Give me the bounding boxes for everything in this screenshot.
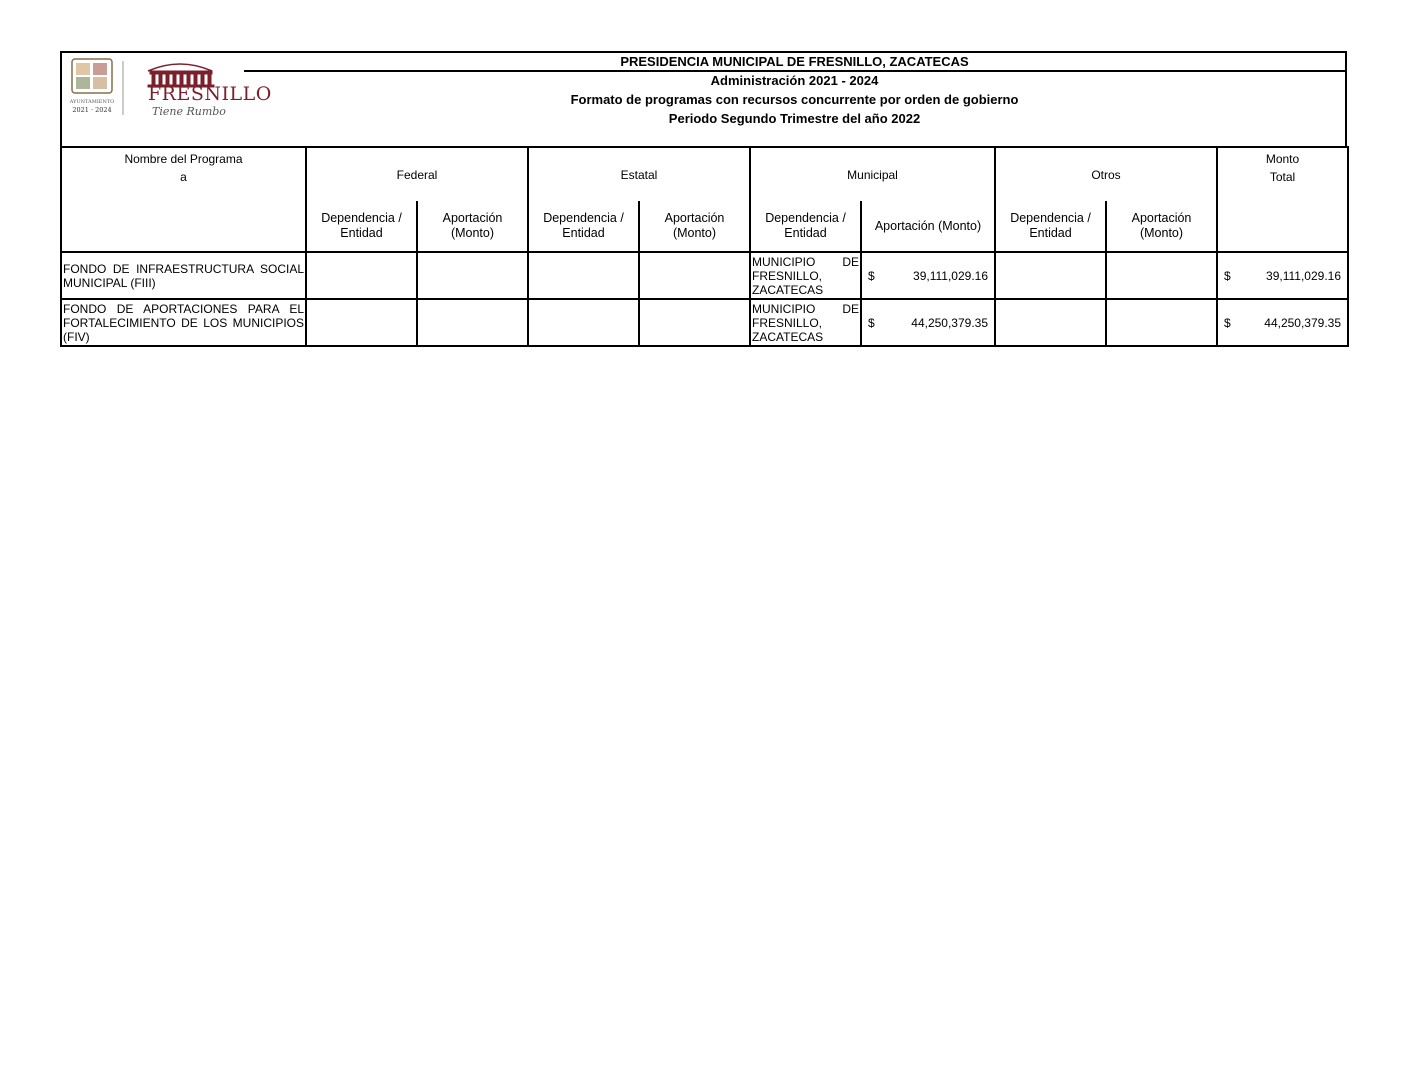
header-monto-line1: Monto xyxy=(1265,152,1300,166)
header-monto-total xyxy=(1217,147,1348,252)
table-row xyxy=(61,252,1348,299)
federal-amount-cell xyxy=(417,299,528,346)
municipal-amount-cell xyxy=(861,299,995,346)
amount-value: 39,111,029.16 xyxy=(913,268,989,283)
subheader-otros-amount: Aportación (Monto) xyxy=(1106,201,1217,252)
table-row xyxy=(61,299,1348,346)
logo-brand-text: FRESNILLO xyxy=(148,83,272,105)
currency-symbol: $ xyxy=(868,268,875,283)
amount-value: 44,250,379.35 xyxy=(911,315,989,330)
subheader-municipal-amount: Aportación (Monto) xyxy=(861,201,995,252)
municipal-entity-cell: MUNICIPIO DE FRESNILLO, ZACATECAS xyxy=(750,252,861,299)
currency-symbol: $ xyxy=(868,315,875,330)
report-sheet xyxy=(60,51,1347,347)
report-title: PRESIDENCIA MUNICIPAL DE FRESNILLO, ZACATECAS xyxy=(244,53,1345,72)
programs-table xyxy=(60,146,1349,347)
subheader-estatal-entity: Dependencia / Entidad xyxy=(528,201,639,252)
fresnillo-logo xyxy=(66,57,272,121)
estatal-entity-cell xyxy=(528,252,639,299)
total-amount-cell xyxy=(1217,252,1348,299)
currency-symbol: $ xyxy=(1224,315,1231,330)
municipal-seal-icon xyxy=(69,59,115,114)
subheader-federal-entity: Dependencia / Entidad xyxy=(306,201,417,252)
header-program-name-line1: Nombre del Programa xyxy=(124,152,243,166)
amount-value: 39,111,029.16 xyxy=(1266,268,1342,283)
report-period: Periodo Segundo Trimestre del año 2022 xyxy=(668,111,921,126)
municipal-entity-cell: MUNICIPIO DE FRESNILLO, ZACATECAS xyxy=(750,299,861,346)
federal-entity-cell xyxy=(306,252,417,299)
currency-symbol: $ xyxy=(1224,268,1231,283)
header-estatal: Estatal xyxy=(528,147,750,201)
amount-value: 44,250,379.35 xyxy=(1264,315,1342,330)
subheader-estatal-amount: Aportación (Monto) xyxy=(639,201,750,252)
estatal-amount-cell xyxy=(639,252,750,299)
report-administration: Administración 2021 - 2024 xyxy=(710,73,879,88)
otros-amount-cell xyxy=(1106,252,1217,299)
estatal-amount-cell xyxy=(639,299,750,346)
otros-entity-cell xyxy=(995,299,1106,346)
subheader-federal-amount: Aportación (Monto) xyxy=(417,201,528,252)
municipal-amount-cell xyxy=(861,252,995,299)
header-program-name-line2: a xyxy=(180,170,187,184)
report-titles xyxy=(244,53,1345,129)
header-municipal: Municipal xyxy=(750,147,995,201)
otros-amount-cell xyxy=(1106,299,1217,346)
report-format: Formato de programas con recursos concurrente por orden de gobierno xyxy=(570,92,1019,107)
header-program-name xyxy=(61,147,306,252)
svg-text:AYUNTAMIENTO: AYUNTAMIENTO xyxy=(69,99,115,105)
header-federal: Federal xyxy=(306,147,528,201)
otros-entity-cell xyxy=(995,252,1106,299)
subheader-municipal-entity: Dependencia / Entidad xyxy=(750,201,861,252)
federal-amount-cell xyxy=(417,252,528,299)
logo-tagline: Tiene Rumbo xyxy=(152,105,226,118)
total-amount-cell xyxy=(1217,299,1348,346)
estatal-entity-cell xyxy=(528,299,639,346)
header-total-line2: Total xyxy=(1269,170,1296,184)
federal-entity-cell xyxy=(306,299,417,346)
report-header xyxy=(60,51,1347,146)
subheader-otros-entity: Dependencia / Entidad xyxy=(995,201,1106,252)
program-name-cell: FONDO DE APORTACIONES PARA EL FORTALECIMIENTO DE LOS MUNICIPIOS (FIV) xyxy=(61,299,306,346)
svg-text:2021 · 2024: 2021 · 2024 xyxy=(72,106,112,114)
program-name-cell: FONDO DE INFRAESTRUCTURA SOCIAL MUNICIPAL (FIII) xyxy=(61,252,306,299)
header-otros: Otros xyxy=(995,147,1217,201)
